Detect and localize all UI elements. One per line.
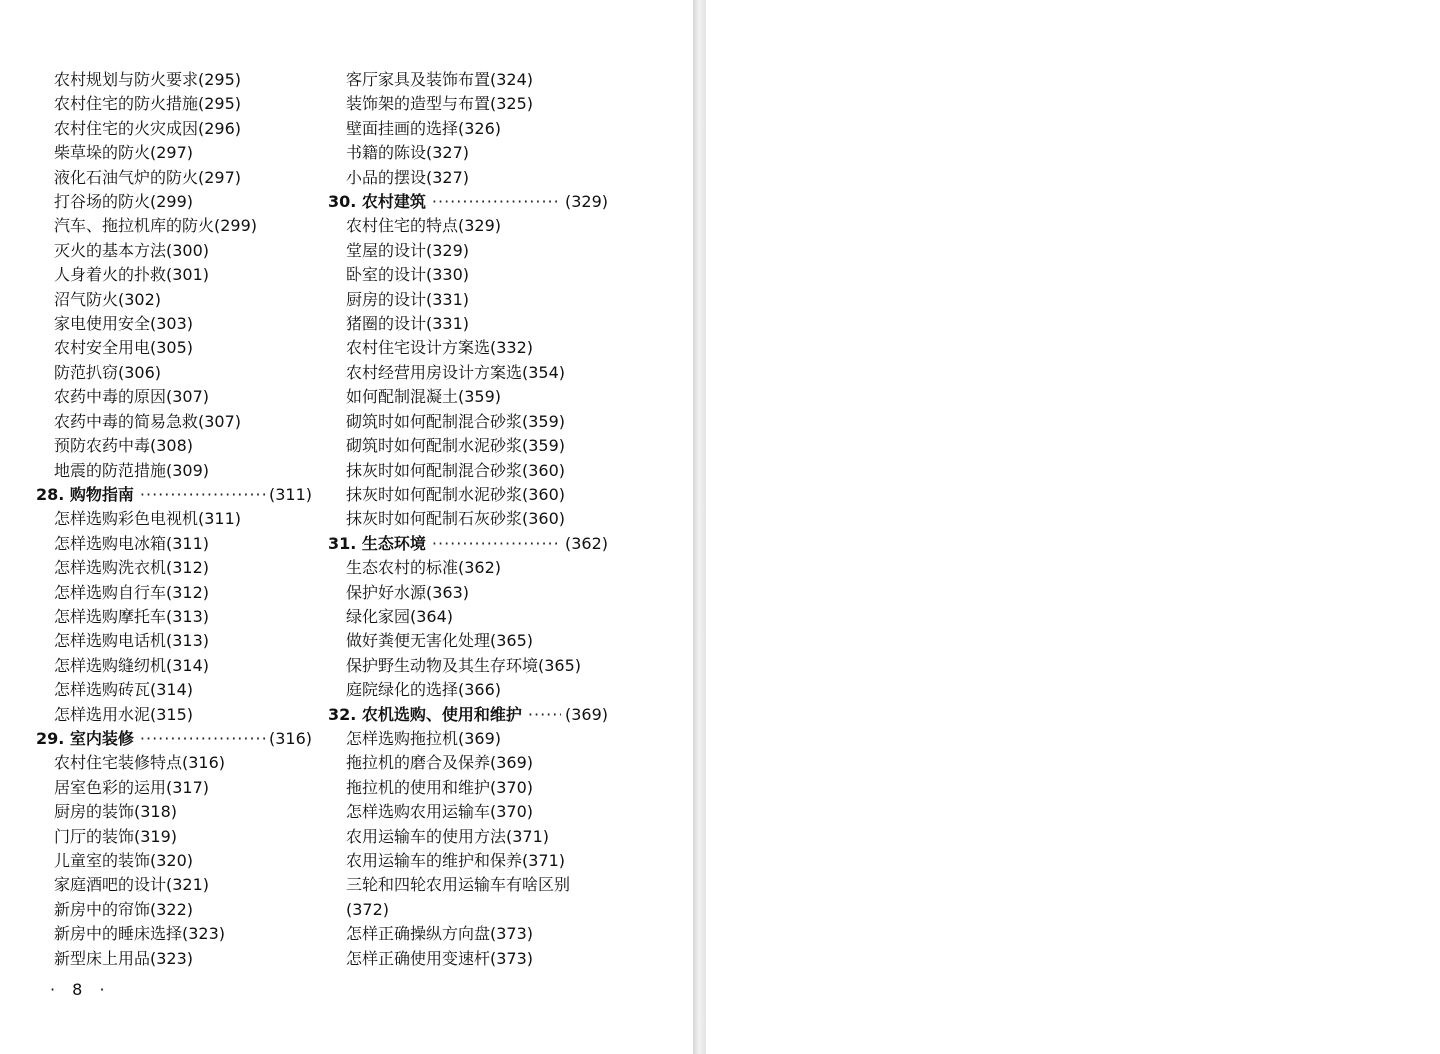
toc-entry: 猪圈的设计(331) bbox=[346, 314, 470, 334]
toc-entry: 怎样选购电冰箱(311) bbox=[54, 533, 210, 553]
toc-entry: 新型床上用品(323) bbox=[54, 948, 194, 968]
toc-entry: 卧室的设计(330) bbox=[346, 265, 470, 285]
toc-entry: 汽车、拖拉机库的防火(299) bbox=[54, 216, 258, 236]
toc-entry: 打谷场的防火(299) bbox=[54, 192, 194, 212]
toc-entry: 怎样选购洗衣机(312) bbox=[54, 558, 210, 578]
toc-section-heading bbox=[328, 532, 608, 556]
toc-entry: 柴草垛的防火(297) bbox=[54, 143, 194, 163]
leader-dots bbox=[528, 703, 561, 727]
toc-entry: 怎样正确使用变速杆(373) bbox=[346, 948, 534, 968]
toc-entry: 怎样选购自行车(312) bbox=[54, 582, 210, 602]
section-title: 31. 生态环境 bbox=[328, 533, 426, 553]
right-page bbox=[706, 0, 1440, 1054]
toc-entry: 农村住宅的火灾成因(296) bbox=[54, 118, 242, 138]
section-page-number: (329) bbox=[564, 192, 608, 212]
book-gutter bbox=[693, 0, 706, 1054]
toc-entry: 怎样选购拖拉机(369) bbox=[346, 728, 502, 748]
toc-entry: 农村住宅的防火措施(295) bbox=[54, 94, 242, 114]
section-page-number: (369) bbox=[564, 704, 608, 724]
toc-entry: 怎样选购电话机(313) bbox=[54, 631, 210, 651]
section-page-number: (362) bbox=[564, 533, 608, 553]
toc-column-2 bbox=[328, 68, 608, 971]
toc-entry: 书籍的陈设(327) bbox=[346, 143, 470, 163]
section-title: 32. 农机选购、使用和维护 bbox=[328, 704, 522, 724]
toc-entry: 农村住宅装修特点(316) bbox=[54, 753, 226, 773]
toc-entry: 如何配制混凝土(359) bbox=[346, 387, 502, 407]
toc-entry: 小品的摆设(327) bbox=[346, 167, 470, 187]
leader-dots bbox=[140, 727, 265, 751]
toc-section-heading bbox=[36, 483, 312, 507]
leader-dots bbox=[140, 483, 265, 507]
toc-entry: 保护野生动物及其生存环境(365) bbox=[346, 655, 582, 675]
toc-entry: 怎样选购农用运输车(370) bbox=[346, 802, 534, 822]
section-title: 28. 购物指南 bbox=[36, 484, 134, 504]
toc-entry: 防范扒窃(306) bbox=[54, 362, 162, 382]
toc-entry: 怎样正确操纵方向盘(373) bbox=[346, 924, 534, 944]
toc-entry: 家庭酒吧的设计(321) bbox=[54, 875, 210, 895]
toc-entry: 农村安全用电(305) bbox=[54, 338, 194, 358]
section-page-number: (311) bbox=[268, 484, 312, 504]
toc-entry: 新房中的帘饰(322) bbox=[54, 899, 194, 919]
toc-entry: 怎样选购摩托车(313) bbox=[54, 606, 210, 626]
left-page bbox=[0, 0, 693, 1054]
toc-entry: 做好粪便无害化处理(365) bbox=[346, 631, 534, 651]
toc-entry: 沼气防火(302) bbox=[54, 289, 162, 309]
toc-entry: 砌筑时如何配制混合砂浆(359) bbox=[346, 411, 566, 431]
toc-entry: 庭院绿化的选择(366) bbox=[346, 680, 502, 700]
toc-entry: 客厅家具及装饰布置(324) bbox=[346, 70, 534, 89]
toc-entry: 生态农村的标准(362) bbox=[346, 558, 502, 578]
leader-dots bbox=[432, 190, 561, 214]
toc-entry: 怎样选购彩色电视机(311) bbox=[54, 509, 242, 529]
toc-entry: 农村住宅设计方案选(332) bbox=[346, 338, 534, 358]
toc-entry: 地震的防范措施(309) bbox=[54, 460, 210, 480]
toc-entry: 怎样选用水泥(315) bbox=[54, 704, 194, 724]
toc-entry: 新房中的睡床选择(323) bbox=[54, 924, 226, 944]
toc-entry: 堂屋的设计(329) bbox=[346, 240, 470, 260]
toc-entry: 门厅的装饰(319) bbox=[54, 826, 178, 846]
toc-entry: 灭火的基本方法(300) bbox=[54, 240, 210, 260]
toc-entry: 壁面挂画的选择(326) bbox=[346, 118, 502, 138]
section-title: 29. 室内装修 bbox=[36, 728, 134, 748]
toc-entry: 厨房的设计(331) bbox=[346, 289, 470, 309]
toc-entry: 怎样选购缝纫机(314) bbox=[54, 655, 210, 675]
toc-entry: 农药中毒的原因(307) bbox=[54, 387, 210, 407]
toc-entry: 拖拉机的磨合及保养(369) bbox=[346, 753, 534, 773]
toc-entry: 三轮和四轮农用运输车有啥区别(372) bbox=[346, 875, 571, 919]
toc-section-heading bbox=[36, 727, 312, 751]
toc-entry: 预防农药中毒(308) bbox=[54, 436, 194, 456]
page-number-left: · 8 · bbox=[50, 980, 111, 999]
toc-entry: 儿童室的装饰(320) bbox=[54, 851, 194, 870]
toc-entry: 农村住宅的特点(329) bbox=[346, 216, 502, 236]
toc-entry: 液化石油气炉的防火(297) bbox=[54, 167, 242, 187]
toc-entry: 家电使用安全(303) bbox=[54, 314, 194, 334]
toc-section-heading bbox=[328, 703, 608, 727]
toc-column-1 bbox=[36, 68, 312, 971]
toc-entry: 装饰架的造型与布置(325) bbox=[346, 94, 534, 114]
toc-entry: 厨房的装饰(318) bbox=[54, 802, 178, 822]
toc-entry: 保护好水源(363) bbox=[346, 582, 470, 602]
section-page-number: (316) bbox=[268, 728, 312, 748]
toc-section-heading bbox=[328, 190, 608, 214]
toc-entry: 怎样选购砖瓦(314) bbox=[54, 680, 194, 700]
section-title: 30. 农村建筑 bbox=[328, 192, 426, 212]
leader-dots bbox=[432, 532, 561, 556]
toc-entry: 农用运输车的使用方法(371) bbox=[346, 826, 550, 846]
toc-entry: 砌筑时如何配制水泥砂浆(359) bbox=[346, 436, 566, 456]
toc-entry: 居室色彩的运用(317) bbox=[54, 777, 210, 797]
toc-entry: 农村经营用房设计方案选(354) bbox=[346, 362, 566, 382]
toc-entry: 抹灰时如何配制水泥砂浆(360) bbox=[346, 484, 566, 504]
toc-entry: 绿化家园(364) bbox=[346, 606, 454, 626]
toc-entry: 抹灰时如何配制混合砂浆(360) bbox=[346, 460, 566, 480]
toc-entry: 抹灰时如何配制石灰砂浆(360) bbox=[346, 509, 566, 529]
toc-entry: 人身着火的扑救(301) bbox=[54, 265, 210, 285]
toc-entry: 拖拉机的使用和维护(370) bbox=[346, 777, 534, 797]
toc-entry: 农用运输车的维护和保养(371) bbox=[346, 851, 566, 870]
toc-entry: 农村规划与防火要求(295) bbox=[54, 70, 242, 89]
toc-entry: 农药中毒的简易急救(307) bbox=[54, 411, 242, 431]
